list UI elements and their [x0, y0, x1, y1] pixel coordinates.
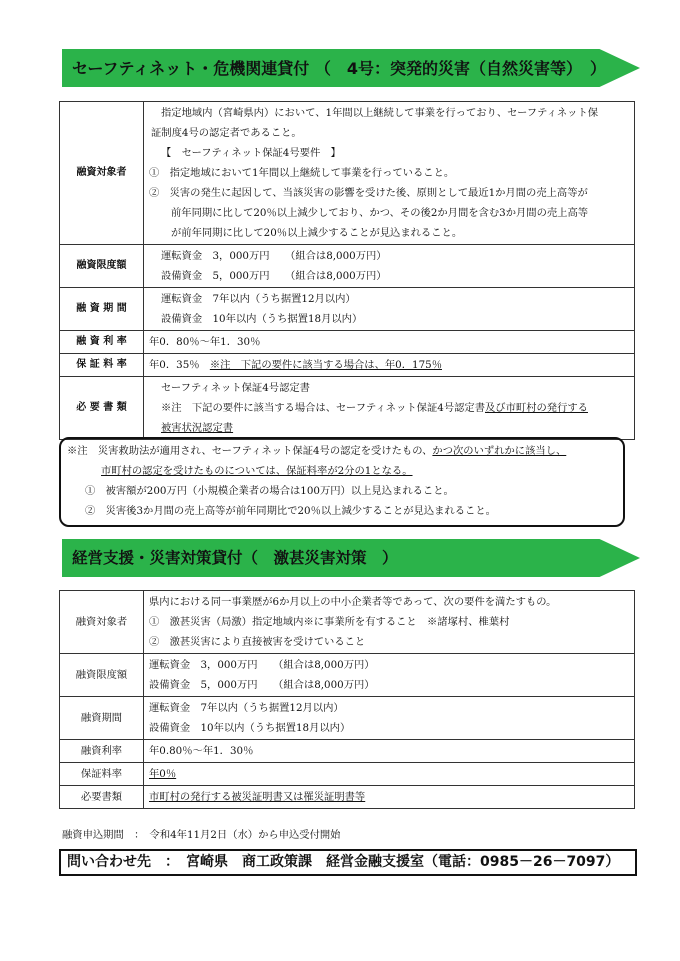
row-value — [144, 377, 635, 440]
table-row — [60, 697, 635, 740]
text-line: 運転資金 7年以内（うち据置12月以内） — [161, 293, 356, 305]
row-label: 融資期間 — [60, 697, 144, 740]
section1-table — [59, 101, 635, 440]
row-value — [144, 763, 635, 786]
text-line: ② 災害後3か月間の売上高等が前年同期比で20％以上減少することが見込まれること。 — [85, 505, 496, 517]
text-line — [67, 441, 617, 461]
row-value — [144, 245, 635, 288]
text-line: 前年同期に比して20％以上減少しており、かつ、その後2か月間を含む3か月間の売上高等 — [171, 207, 589, 219]
underlined-note: 及び市町村の発行する — [485, 402, 588, 414]
text-line: 運転資金 3，000万円 （組合は8,000万円） — [149, 659, 375, 671]
table-row — [60, 763, 635, 786]
text-line: ② 激甚災害により直接被害を受けていること — [149, 636, 366, 648]
section1-title: セーフティネット・危機関連貸付 （ 4号：突発的災害（自然災害等） ） — [72, 59, 606, 78]
section2-banner — [62, 539, 640, 577]
text-line: 運転資金 3，000万円 （組合は8,000万円） — [161, 250, 387, 262]
row-value — [144, 354, 635, 377]
text-fragment: ※注 災害救助法が適用され、セーフティネット保証4号の認定を受けたもの、 — [67, 445, 433, 457]
row-value — [144, 786, 635, 809]
text-line: セーフティネット保証4号認定書 — [161, 382, 310, 394]
text-line: ① 被害額が200万円（小規模企業者の場合は100万円）以上見込まれること。 — [85, 485, 454, 497]
text-line: ① 激甚災害（局激）指定地域内※に事業所を有すること ※諸塚村、椎葉村 — [149, 616, 510, 628]
row-value — [144, 331, 635, 354]
table-row — [60, 377, 635, 440]
text-line: 【 セーフティネット保証4号要件 】 — [161, 147, 341, 159]
underlined-note: 年0％ — [149, 768, 177, 780]
section2-title: 経営支援・災害対策貸付（ 激甚災害対策 ） — [72, 549, 398, 567]
text-line: 運転資金 7年以内（うち据置12月以内） — [149, 702, 344, 714]
underlined-note: 被害状況認定書 — [161, 422, 234, 434]
table-row — [60, 288, 635, 331]
row-label: 融資限度額 — [60, 245, 144, 288]
table-row — [60, 786, 635, 809]
underlined-note: ※注 下記の要件に該当する場合は、年0．175％ — [209, 359, 442, 371]
application-period: 融資申込期間 ： 令和4年11月2日（水）から申込受付開始 — [62, 829, 341, 841]
text-line: 年0.80％～年1．30％ — [149, 745, 254, 757]
row-label: 保 証 料 率 — [60, 354, 144, 377]
text-line: ② 災害の発生に起因して、当該災害の影響を受けた後、原則として最近1か月間の売上高等が — [149, 187, 588, 199]
text-line: 証制度4号の認定者であること。 — [151, 127, 302, 139]
note-box — [59, 437, 625, 527]
table-row — [60, 591, 635, 654]
text-line: 設備資金 5，000万円 （組合は8,000万円） — [161, 270, 387, 282]
table-row — [60, 245, 635, 288]
text-line: 年0．35％ — [149, 359, 210, 371]
text-line: 年0．80％～年1．30％ — [149, 336, 261, 348]
text-line: 県内における同一事業歴が6か月以上の中小企業者等であって、次の要件を満たすもの。 — [149, 596, 557, 608]
row-value — [144, 740, 635, 763]
text-line — [149, 398, 629, 418]
row-label: 融資対象者 — [60, 591, 144, 654]
text-line: 指定地域内（宮崎県内）において、1年間以上継続して事業を行っており、セーフティネット保 — [161, 107, 599, 119]
table-row — [60, 740, 635, 763]
table-row — [60, 654, 635, 697]
text-fragment: ※注 下記の要件に該当する場合は、セーフティネット保証4号認定書 — [161, 402, 486, 414]
text-line: 設備資金 5，000万円 （組合は8,000万円） — [149, 679, 375, 691]
table-row — [60, 102, 635, 245]
row-value — [144, 102, 635, 245]
text-line: 設備資金 10年以内（うち据置18月以内） — [161, 313, 363, 325]
row-label: 融資対象者 — [60, 102, 144, 245]
text-line: ① 指定地域において1年間以上継続して事業を行っていること。 — [149, 167, 455, 179]
row-value — [144, 591, 635, 654]
table-row — [60, 354, 635, 377]
row-value — [144, 697, 635, 740]
contact-info: 問い合わせ先 ： 宮崎県 商工政策課 経営金融支援室（電話：0985－26－7097） — [59, 849, 637, 876]
row-label: 保証料率 — [60, 763, 144, 786]
row-label: 融 資 期 間 — [60, 288, 144, 331]
row-label: 融資利率 — [60, 740, 144, 763]
row-label: 必要書類 — [60, 786, 144, 809]
section2-table — [59, 590, 635, 809]
table-row — [60, 331, 635, 354]
row-label: 融資限度額 — [60, 654, 144, 697]
underlined-note: かつ次のいずれかに該当し、 — [432, 445, 567, 457]
underlined-note: 市町村の発行する被災証明書又は罹災証明書等 — [149, 791, 366, 803]
row-label: 必 要 書 類 — [60, 377, 144, 440]
text-line: 設備資金 10年以内（うち据置18月以内） — [149, 722, 351, 734]
row-value — [144, 288, 635, 331]
row-label: 融 資 利 率 — [60, 331, 144, 354]
underlined-note: 市町村の認定を受けたものについては、保証料率が2分の1となる。 — [101, 465, 413, 477]
text-line: が前年同期に比して20％以上減少することが見込まれること。 — [171, 227, 463, 239]
section1-banner — [62, 49, 640, 87]
row-value — [144, 654, 635, 697]
